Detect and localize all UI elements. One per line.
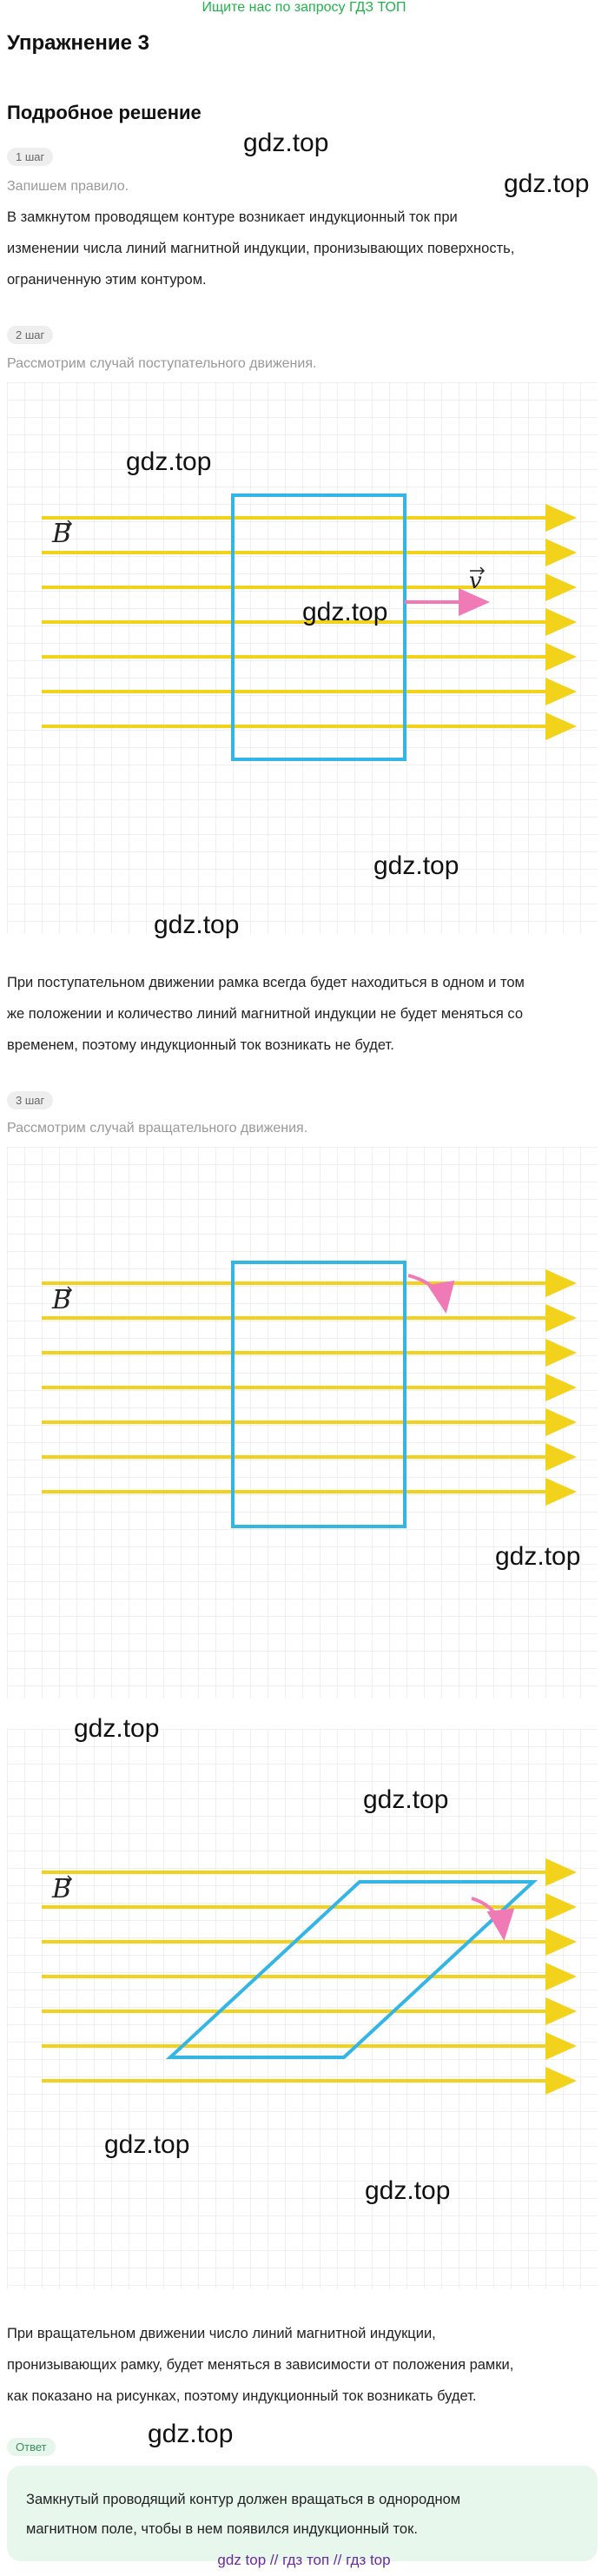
- velocity-label: v: [469, 568, 482, 594]
- section-title: Подробное решение: [7, 102, 202, 123]
- watermark: gdz.top: [302, 598, 388, 626]
- step-2-line: же положении и количество линий магнитной индукции не будет меняться со: [7, 1006, 524, 1022]
- watermark: gdz.top: [365, 2176, 451, 2205]
- step-1-intro: Запишем правило.: [7, 179, 129, 194]
- grid-background: [7, 1729, 598, 2289]
- step-3-text: [7, 2318, 589, 2412]
- watermark: gdz.top: [148, 2420, 234, 2448]
- answer-line: Замкнутый проводящий контур должен вращаться в однородном: [26, 2492, 461, 2507]
- translational-motion-figure: [7, 382, 598, 934]
- step-1-line: изменении числа линий магнитной индукции, пронизывающих поверхность,: [7, 241, 515, 256]
- watermark: gdz.top: [104, 2130, 190, 2159]
- step-2-text: [7, 967, 589, 1061]
- step-3-line: При вращательном движении число линий магнитной индукции,: [7, 2326, 436, 2341]
- watermark: gdz.top: [373, 851, 459, 880]
- answer-badge: Ответ: [7, 2438, 56, 2456]
- watermark: gdz.top: [243, 129, 329, 157]
- field-label: B: [52, 1285, 72, 1315]
- step-2-intro: Рассмотрим случай поступательного движения.: [7, 356, 317, 371]
- step-3-line: пронизывающих рамку, будет меняться в зависимости от положения рамки,: [7, 2357, 514, 2373]
- answer-text: [26, 2485, 582, 2544]
- answer-line: магнитном поле, чтобы в нем появился индукционный ток.: [26, 2521, 418, 2537]
- field-label: B: [52, 519, 72, 549]
- watermark: gdz.top: [504, 169, 590, 198]
- page-title: Упражнение 3: [7, 31, 149, 55]
- step-3-badge: 3 шаг: [7, 1091, 53, 1109]
- step-1-badge: 1 шаг: [7, 148, 53, 166]
- step-3-line: как показано на рисунках, поэтому индукционный ток возникать будет.: [7, 2388, 477, 2404]
- field-label: B: [52, 1874, 72, 1904]
- rotation-figure-1: [7, 1147, 598, 1699]
- watermark: gdz.top: [74, 1714, 160, 1743]
- watermark: gdz.top: [495, 1542, 581, 1571]
- step-2-line: При поступательном движении рамка всегда будет находиться в одном и том: [7, 975, 525, 990]
- step-1-text: [7, 202, 589, 295]
- watermark: gdz.top: [126, 447, 212, 476]
- watermark: gdz.top: [363, 1785, 449, 1814]
- footer-links[interactable]: gdz top // гдз топ // гдз top: [217, 2552, 391, 2568]
- step-1-line: В замкнутом проводящем контуре возникает индукционный ток при: [7, 209, 458, 225]
- watermark: gdz.top: [154, 911, 240, 939]
- top-banner[interactable]: Ищите нас по запросу ГДЗ ТОП: [202, 0, 406, 15]
- step-3-intro: Рассмотрим случай вращательного движения.: [7, 1121, 308, 1136]
- step-1-line: ограниченную этим контуром.: [7, 272, 207, 288]
- rotation-figure-2: [7, 1729, 598, 2289]
- step-2-badge: 2 шаг: [7, 326, 53, 344]
- step-2-line: временем, поэтому индукционный ток возникать не будет.: [7, 1037, 394, 1053]
